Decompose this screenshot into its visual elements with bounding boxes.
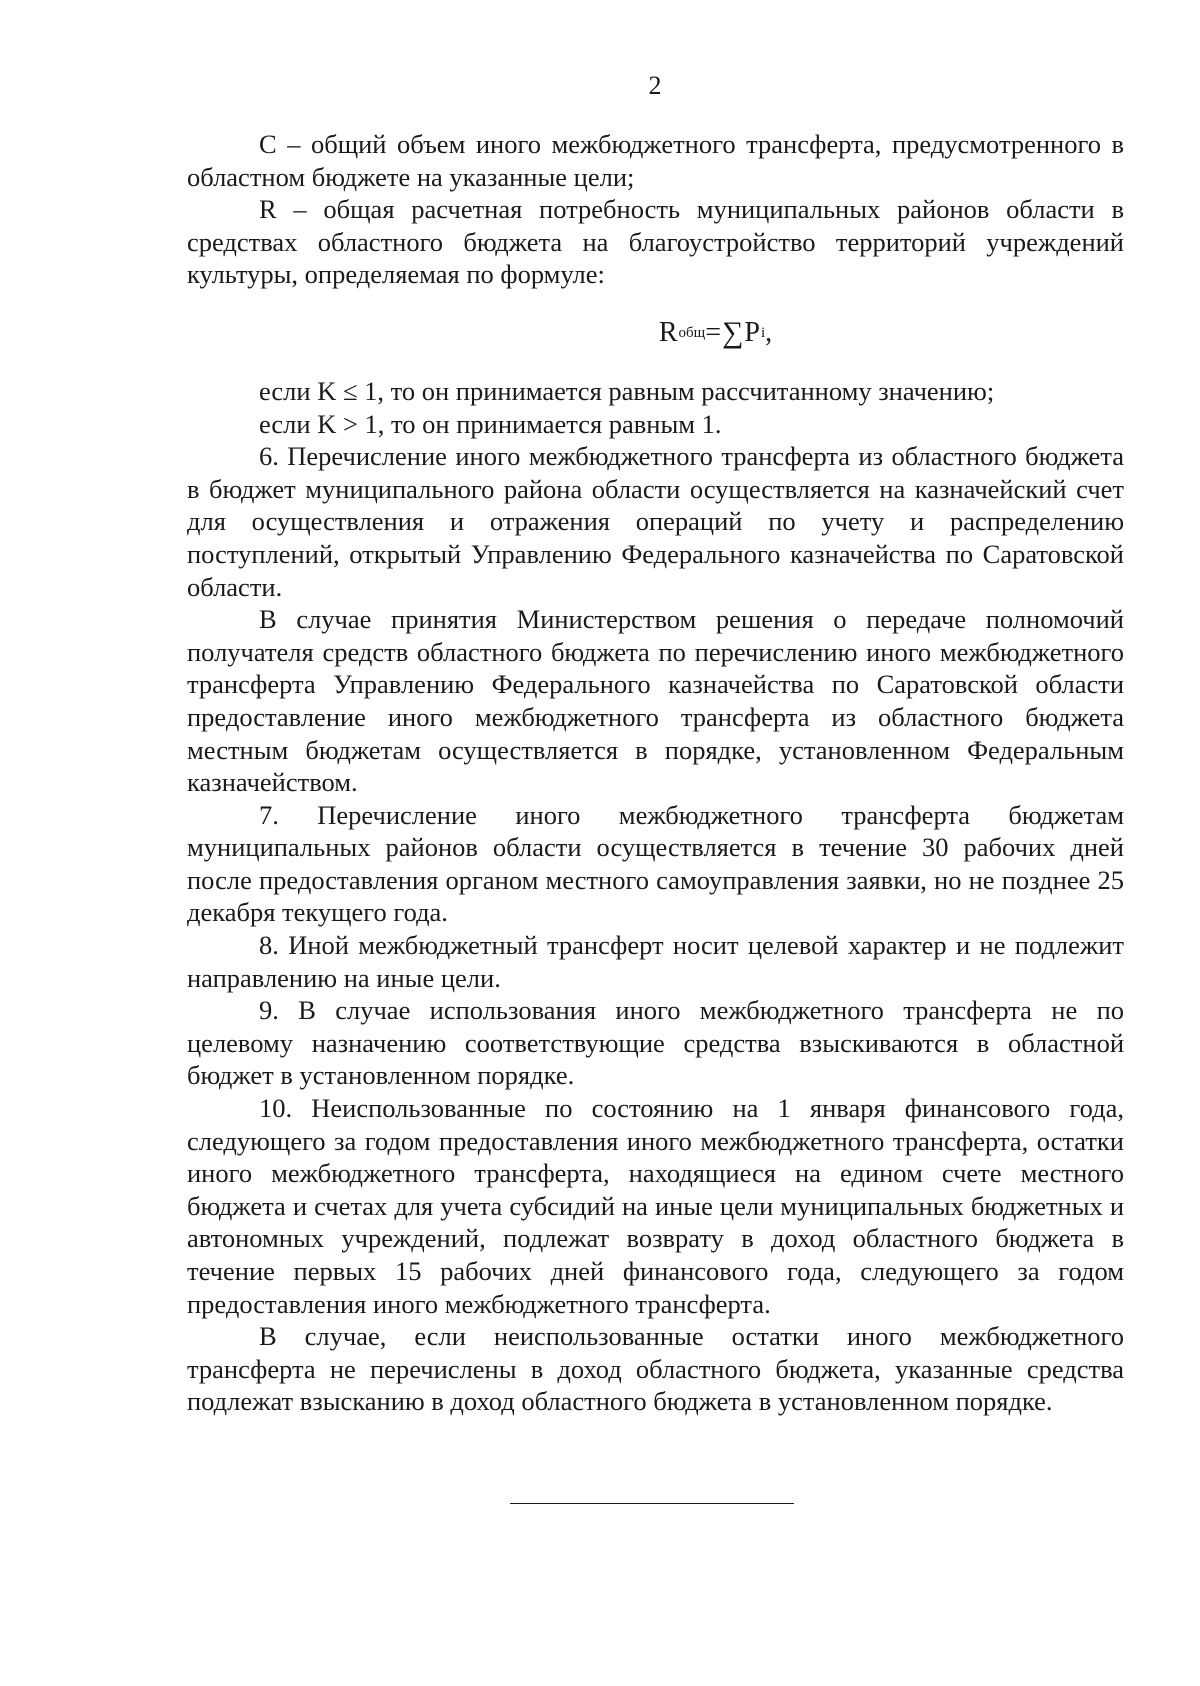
paragraph-item-9: 9. В случае использования иного межбюджетного трансферта не по целевому назначению соответствующие средства взыскиваются в областной бюджет в установленном порядке. [187, 995, 1124, 1091]
paragraph-k-gt-1: если K > 1, то он принимается равным 1. [259, 408, 722, 439]
paragraph-item-7: 7. Перечисление иного межбюджетного трансферта бюджетам муниципальных районов области осуществляется в течение 30 рабочих дней после предоставления органом местного самоуправления заявки, но не позднее 25 декабря текущего года. [187, 799, 1124, 928]
document-body [187, 128, 1124, 1418]
formula-r-total [187, 291, 1124, 375]
paragraph-item-6-delegation: В случае принятия Министерством решения о передаче полномочий получателя средств областного бюджета по перечислению иного межбюджетного трансферта Управлению Федерального казначейства по Саратовской области предоставление иного межбюджетного трансферта из областного бюджета местным бюджетам осуществляется в порядке, установленном Федеральным казначейством. [187, 604, 1124, 798]
formula-sum-symbol: ∑ [722, 315, 744, 349]
paragraph-item-8: 8. Иной межбюджетный трансферт носит целевой характер и не подлежит направлению на иные цели. [187, 930, 1124, 993]
paragraph-item-6: 6. Перечисление иного межбюджетного трансферта из областного бюджета в бюджет муниципального района области осуществляется на казначейский счет для осуществления и отражения операций по учету и распределению поступлений, открытый Управлению Федерального казначейства по Саратовской области. [187, 441, 1124, 602]
paragraph-item-10: 10. Неиспользованные по состоянию на 1 января финансового года, следующего за годом предоставления иного межбюджетного трансферта, остатки иного межбюджетного трансферта, находящиеся на едином счете местного бюджета и счетах для учета субсидий на иные цели муниципальных бюджетных и автономных учреждений, подлежат возврату в доход областного бюджета в течение первых 15 рабочих дней финансового года, следующего за годом предоставления иного межбюджетного трансферта. [187, 1093, 1124, 1319]
page-number: 2 [648, 71, 662, 100]
formula-trailing: , [765, 316, 773, 348]
paragraph-k-le-1: если K ≤ 1, то он принимается равным рассчитанному значению; [259, 375, 995, 406]
paragraph-item-10-recovery: В случае, если неиспользованные остатки иного межбюджетного трансферта не перечислены в доход областного бюджета, указанные средства подлежат взысканию в доход областного бюджета в установленном порядке. [187, 1321, 1124, 1417]
formula-lhs: R [658, 316, 678, 348]
formula-term-subscript: i [760, 324, 766, 341]
formula-lhs-subscript: общ [678, 324, 706, 341]
paragraph-c-definition: C – общий объем иного межбюджетного трансферта, предусмотренного в областном бюджете на указанные цели; [187, 129, 1124, 192]
formula-term: P [744, 316, 760, 348]
closing-divider [510, 1503, 794, 1504]
formula-equals: = [705, 316, 722, 348]
paragraph-r-definition: R – общая расчетная потребность муниципальных районов области в средствах областного бюджета на благоустройство территорий учреждений культуры, определяемая по формуле: [187, 194, 1124, 290]
